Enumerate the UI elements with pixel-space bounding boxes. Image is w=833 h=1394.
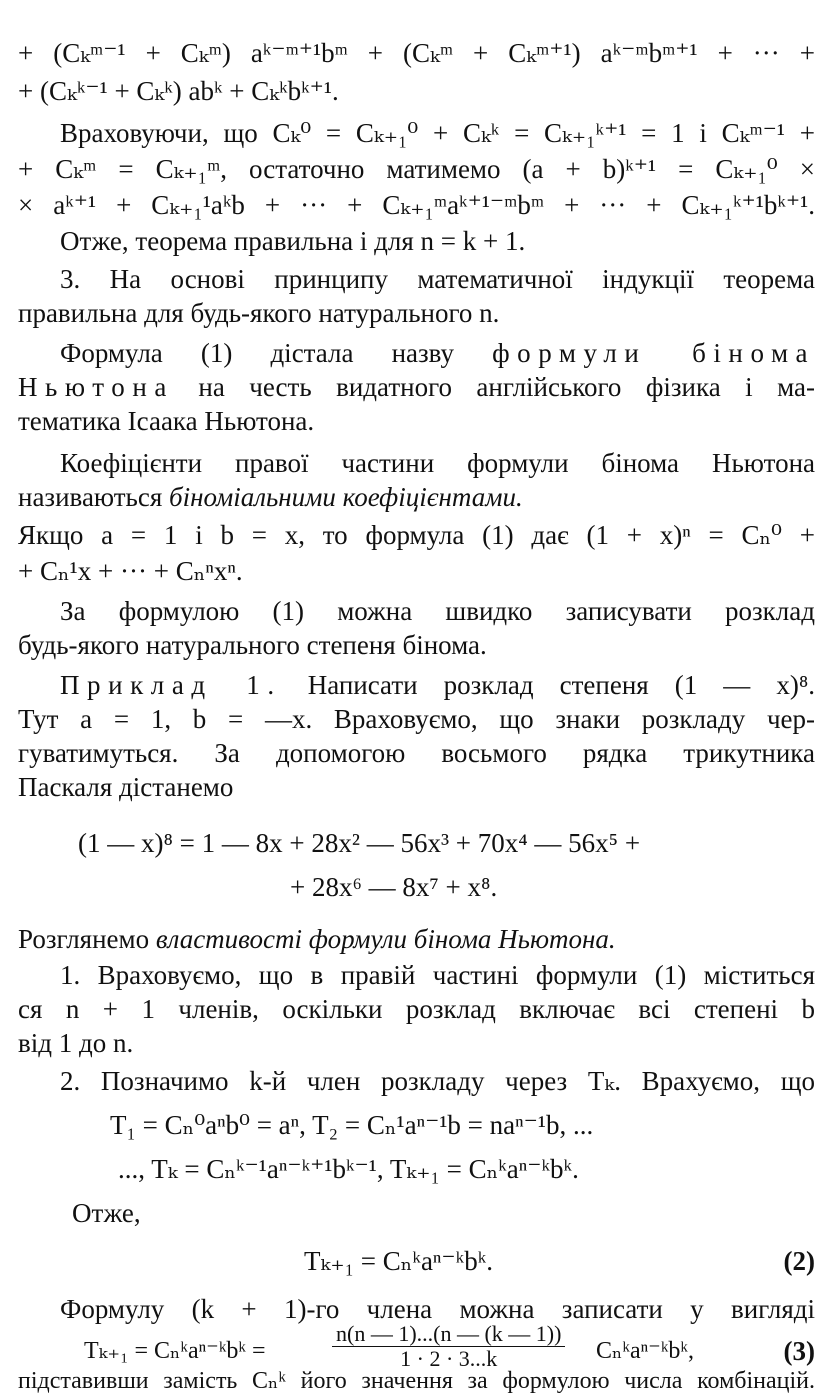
text-line-23: 1. Враховуємо, що в правій частині формули (1) міститься: [60, 960, 815, 990]
formula-terms-line-1: T₁ = Cₙ⁰aⁿb⁰ = aⁿ, T₂ = Cₙ¹aⁿ⁻¹b = naⁿ⁻¹b, ...: [110, 1110, 594, 1140]
example-label: Приклад 1.: [60, 670, 282, 700]
text-line-7: 3. На основі принципу математичної індукції теорема: [60, 264, 815, 294]
formula-3-left: Tₖ₊₁ = Cₙᵏaⁿ⁻ᵏbᵏ =: [84, 1338, 266, 1364]
formula-2: Tₖ₊₁ = Cₙᵏaⁿ⁻ᵏbᵏ.: [304, 1246, 493, 1276]
text-line-5: × aᵏ⁺¹ + Cₖ₊₁¹aᵏb + ··· + Cₖ₊₁ᵐaᵏ⁺¹⁻ᵐbᵐ + ··· + Cₖ₊₁ᵏ⁺¹bᵏ⁺¹.: [18, 190, 815, 220]
text-span: підставивши замість Cₙᵏ його значення за формулою числа: [18, 1368, 683, 1394]
text-line-29: [18, 1370, 815, 1392]
italic-term: властивості формули бінома Ньютона.: [155, 924, 616, 954]
text-span: комбінацій.: [697, 1368, 815, 1394]
text-span: Формула (1) дістала назву: [60, 338, 454, 368]
text-line-8: правильна для будь-якого натурального n.: [18, 298, 500, 328]
text-line-24: ся n + 1 членів, оскільки розклад включає всі степені b: [18, 994, 815, 1024]
formula-expansion-line-2: + 28x⁶ — 8x⁷ + x⁸.: [290, 872, 498, 902]
text-line-21: Паскаля дістанемо: [18, 772, 234, 802]
text-line-17: будь-якого натурального степеня бінома.: [18, 630, 487, 660]
emphasis-term: Ньютона: [18, 372, 174, 402]
text-line-3: Враховуючи, що Cₖ⁰ = Cₖ₊₁⁰ + Cₖᵏ = Cₖ₊₁ᵏ⁺¹ = 1 і Cₖᵐ⁻¹ +: [60, 118, 815, 148]
fraction-denominator: 1 · 2 · 3...k: [400, 1346, 498, 1371]
text-line-2: + (Cₖᵏ⁻¹ + Cₖᵏ) abᵏ + Cₖᵏbᵏ⁺¹.: [18, 76, 339, 106]
text-line-10: [18, 370, 815, 404]
equation-number-3: (3): [783, 1336, 815, 1366]
formula-3-right: Cₙᵏaⁿ⁻ᵏbᵏ,: [596, 1338, 694, 1364]
formula-terms-line-2: ..., Tₖ = Cₙᵏ⁻¹aⁿ⁻ᵏ⁺¹bᵏ⁻¹, Tₖ₊₁ = Cₙᵏaⁿ⁻ᵏbᵏ.: [118, 1154, 579, 1184]
equation-number-2: (2): [783, 1246, 815, 1276]
text-span: на честь видатного англійського фізика і ма-: [198, 372, 816, 402]
text-line-11: тематика Ісаака Ньютона.: [18, 406, 315, 436]
text-span: Розглянемо: [18, 924, 150, 954]
text-line-14: Якщо a = 1 і b = x, то формула (1) дає (1 + x)ⁿ = Cₙ⁰ +: [18, 520, 815, 550]
text-line-12: Коефіцієнти правої частини формули бінома Ньютона: [60, 448, 815, 478]
text-line-20: гуватимуться. За допомогою восьмого рядка трикутника: [18, 738, 815, 768]
text-line-13: [18, 480, 815, 514]
fraction-numerator: n(n — 1)...(n — (k — 1)): [332, 1322, 565, 1347]
text-line-16: За формулою (1) можна швидко записувати розклад: [60, 596, 815, 626]
text-line-1: + (Cₖᵐ⁻¹ + Cₖᵐ) aᵏ⁻ᵐ⁺¹bᵐ + (Cₖᵐ + Cₖᵐ⁺¹) aᵏ⁻ᵐbᵐ⁺¹ + ··· +: [18, 38, 815, 68]
text-line-4: + Cₖᵐ = Cₖ₊₁ᵐ, остаточно матимемо (a + b)ᵏ⁺¹ = Cₖ₊₁⁰ ×: [18, 154, 815, 184]
text-line-27: Отже,: [72, 1198, 141, 1228]
text-line-25: від 1 до n.: [18, 1028, 134, 1058]
fraction: [332, 1322, 565, 1371]
italic-term: біноміальними коефіцієнтами.: [169, 482, 523, 512]
text-span: називаються: [18, 482, 163, 512]
text-line-22: [18, 922, 815, 956]
text-line-15: + Cₙ¹x + ··· + Cₙⁿxⁿ.: [18, 556, 243, 586]
text-span: Написати розклад степеня (1 — x)⁸.: [307, 670, 815, 700]
text-line-18: [60, 668, 815, 702]
emphasis-term: формули бінома: [492, 338, 815, 368]
text-line-28: Формулу (k + 1)-го члена можна записати у вигляді: [60, 1294, 815, 1324]
text-line-19: Тут a = 1, b = —x. Враховуємо, що знаки розкладу чер-: [18, 704, 815, 734]
formula-3-row: [18, 1321, 815, 1371]
text-line-9: [60, 336, 815, 370]
text-line-26: 2. Позначимо k-й член розкладу через Tₖ. Врахуємо, що: [60, 1066, 815, 1096]
formula-expansion-line-1: (1 — x)⁸ = 1 — 8x + 28x² — 56x³ + 70x⁴ — 56x⁵ +: [78, 828, 641, 858]
text-line-6: Отже, теорема правильна і для n = k + 1.: [60, 226, 526, 256]
